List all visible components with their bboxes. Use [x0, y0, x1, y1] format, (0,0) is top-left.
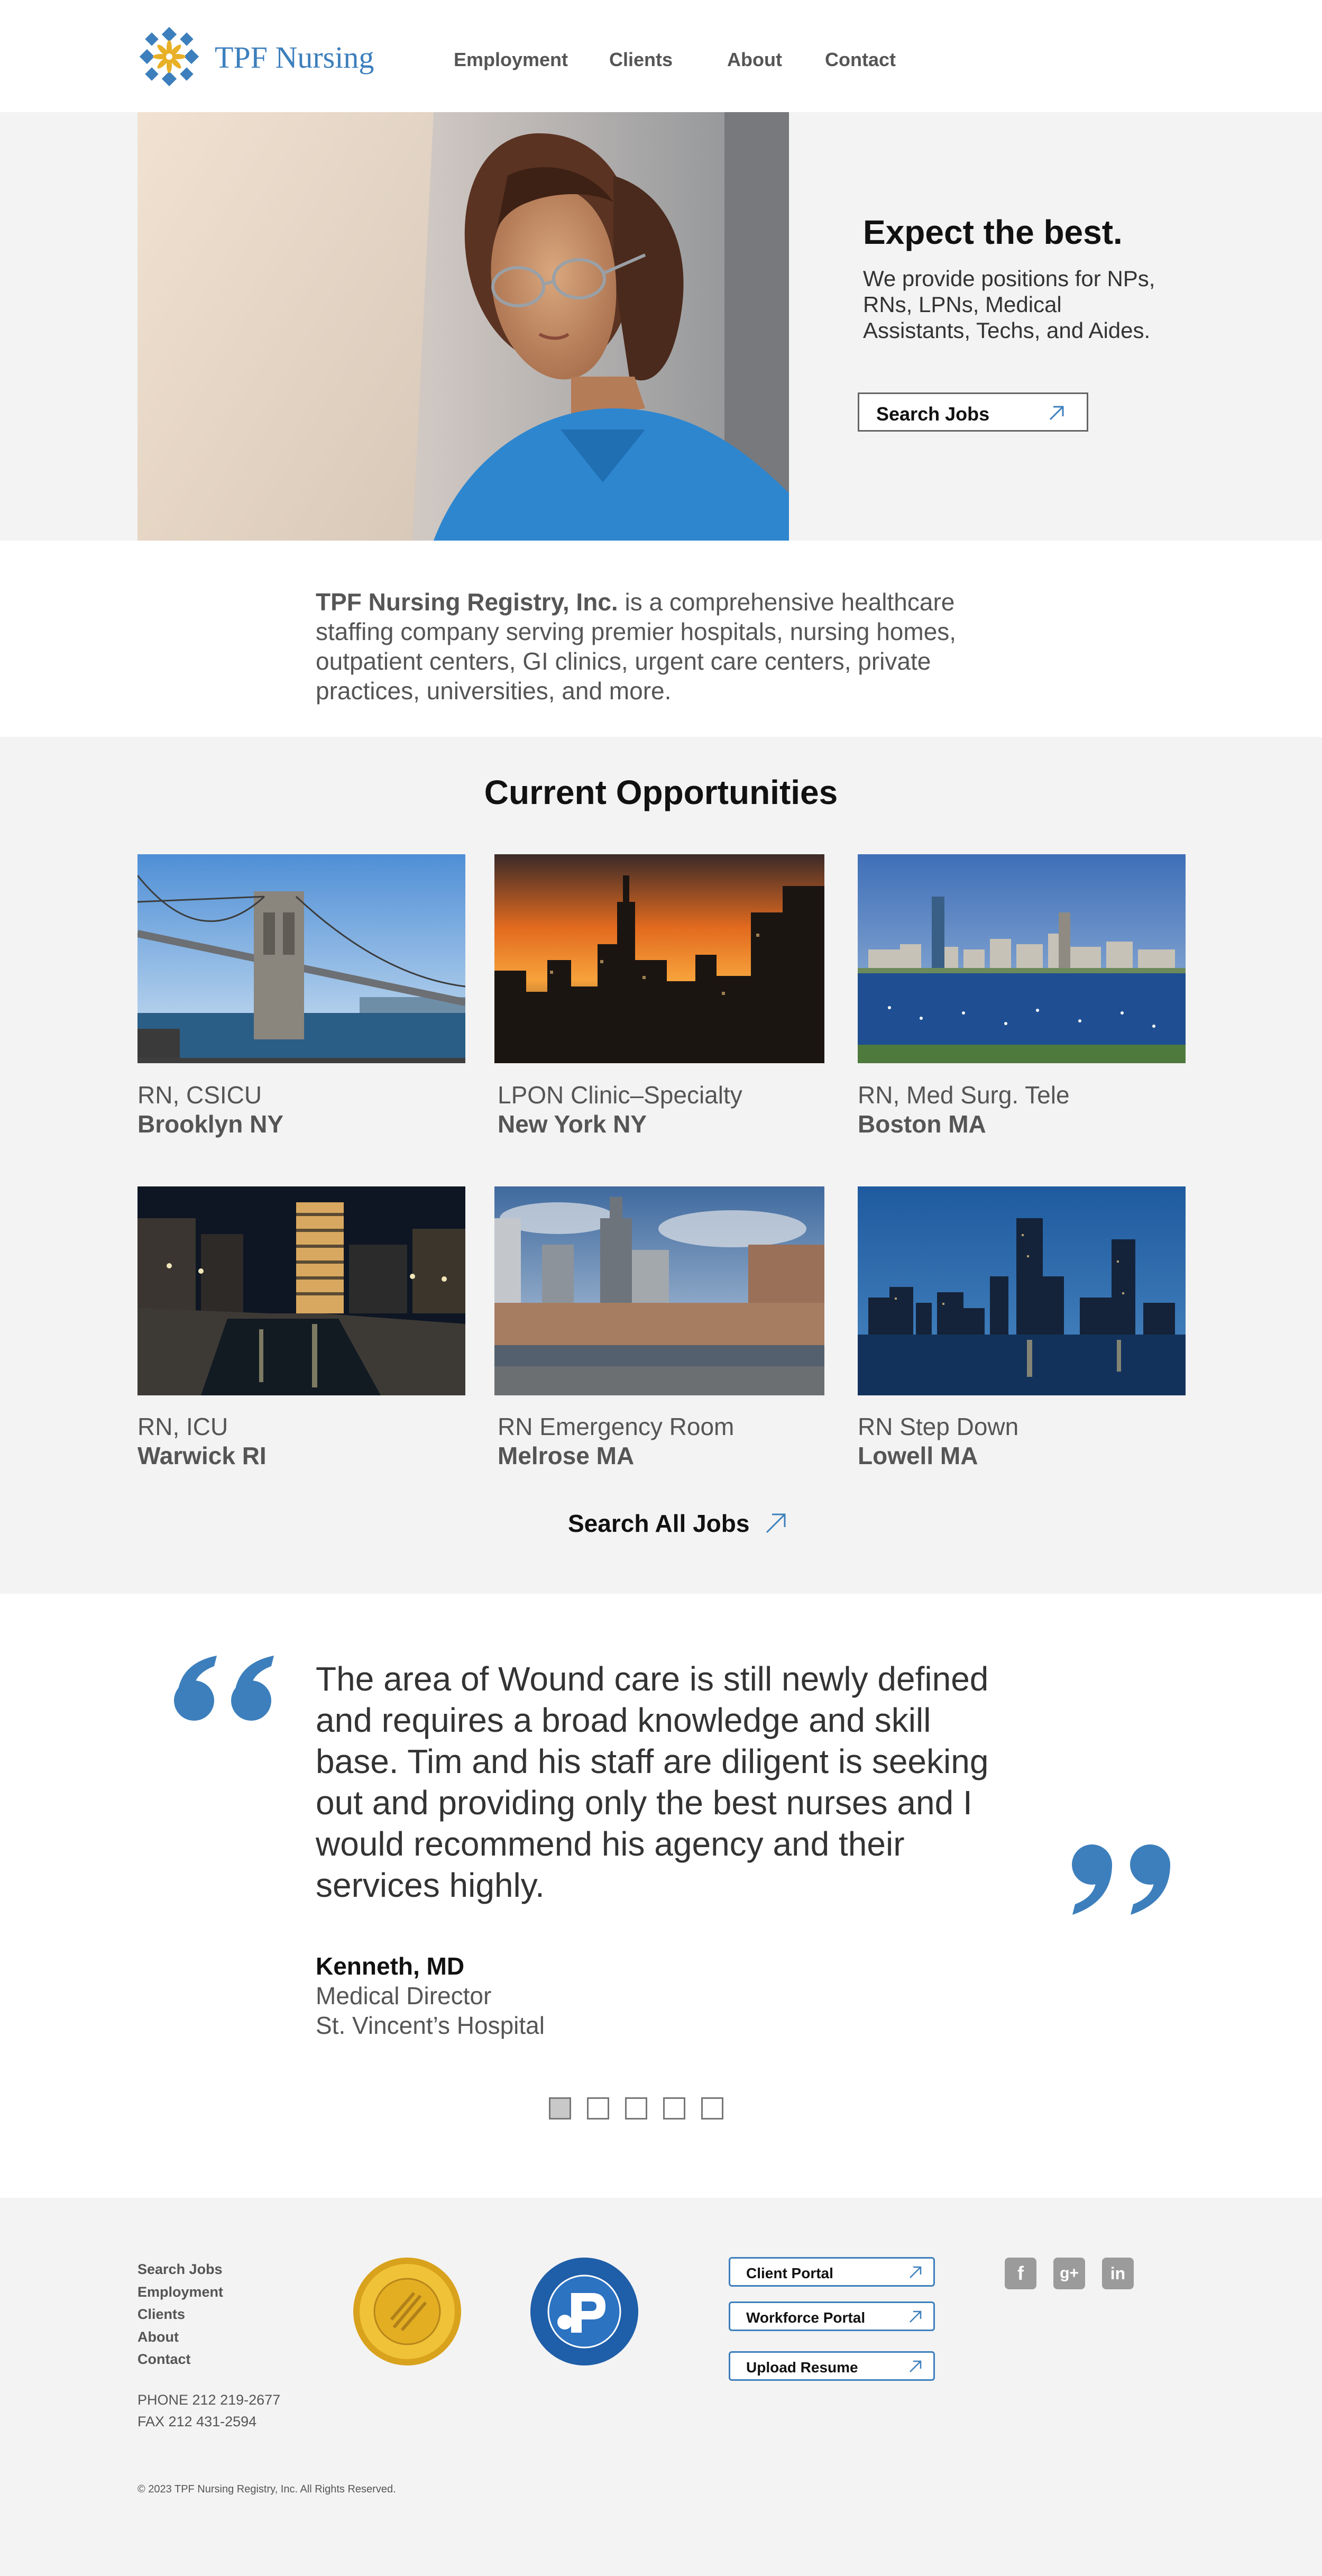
carousel-dot-1[interactable]	[549, 2097, 571, 2120]
opportunity-location-2: New York NY	[498, 1110, 647, 1138]
client-portal-button[interactable]	[729, 2257, 935, 2287]
opportunity-location-5: Melrose MA	[498, 1442, 635, 1469]
hero-description: We provide positions for NPs, RNs, LPNs, Medical Assistants, Techs, and Aides.	[863, 266, 1155, 343]
workforce-portal-button[interactable]	[729, 2301, 935, 2331]
opportunity-image-warwick[interactable]	[137, 1186, 465, 1395]
opportunity-title-2[interactable]: LPON Clinic–Specialty	[498, 1081, 742, 1109]
carousel-dot-3[interactable]	[625, 2097, 647, 2120]
copyright-text: © 2023 TPF Nursing Registry, Inc. All Rights Reserved.	[137, 2483, 396, 2495]
search-all-jobs-link[interactable]	[568, 1509, 749, 1538]
intro-paragraph	[316, 587, 1019, 706]
opportunities-section	[0, 737, 1322, 1594]
opportunities-title: Current Opportunities	[484, 773, 838, 811]
search-jobs-label: Search Jobs	[876, 403, 990, 425]
footer-link-contact[interactable]: Contact	[137, 2351, 191, 2367]
open-quote-icon	[172, 1650, 278, 1732]
carousel-dot-2[interactable]	[587, 2097, 609, 2120]
client-portal-label: Client Portal	[746, 2265, 833, 2281]
logo[interactable]	[137, 26, 374, 87]
nav-clients[interactable]: Clients	[609, 49, 673, 70]
nav-contact[interactable]: Contact	[825, 49, 896, 70]
partners-in-preparedness-badge	[529, 2256, 640, 2370]
footer-link-search-jobs[interactable]: Search Jobs	[137, 2261, 223, 2277]
opportunity-location-3: Boston MA	[858, 1110, 986, 1138]
opportunity-image-new-york[interactable]	[494, 854, 824, 1063]
footer-link-employment[interactable]: Employment	[137, 2284, 224, 2300]
testimonial-quote: The area of Wound care is still newly defined and requires a broad knowledge and skill base. Tim and his staff are diligent is seeking out and providing only the best nurses and I would recommend his agency and their services highly.	[316, 1660, 989, 1904]
carousel-dot-4[interactable]	[663, 2097, 685, 2120]
opportunity-image-boston[interactable]	[858, 854, 1186, 1063]
opportunity-title-4[interactable]: RN, ICU	[137, 1413, 228, 1440]
footer-link-clients[interactable]: Clients	[137, 2306, 186, 2322]
joint-commission-badge	[352, 2256, 463, 2370]
arrow-up-right-icon	[908, 2309, 923, 2324]
testimonial-name: Kenneth, MD	[316, 1952, 465, 1980]
hero-section	[0, 112, 1322, 541]
arrow-up-right-icon	[764, 1511, 788, 1536]
opportunity-location-1: Brooklyn NY	[137, 1110, 284, 1138]
footer-phone: PHONE 212 219-2677	[137, 2392, 281, 2408]
arrow-up-right-icon	[1047, 404, 1066, 423]
testimonial-role: Medical Director	[316, 1982, 492, 2009]
logo-star-icon	[137, 26, 201, 87]
arrow-up-right-icon	[908, 2265, 923, 2280]
opportunity-image-brooklyn[interactable]	[137, 854, 465, 1063]
search-all-jobs-label: Search All Jobs	[568, 1510, 750, 1537]
opportunity-location-4: Warwick RI	[137, 1442, 267, 1469]
nav-about[interactable]: About	[727, 49, 782, 70]
close-quote-icon	[1068, 1841, 1174, 1923]
opportunity-title-5[interactable]: RN Emergency Room	[498, 1413, 735, 1440]
opportunity-image-lowell[interactable]	[858, 1186, 1186, 1395]
opportunity-title-3[interactable]: RN, Med Surg. Tele	[858, 1081, 1070, 1109]
upload-resume-label: Upload Resume	[746, 2359, 858, 2376]
intro-company-name: TPF Nursing Registry, Inc.	[316, 588, 618, 616]
testimonial-organization: St. Vincent’s Hospital	[316, 2012, 545, 2039]
search-jobs-button[interactable]	[858, 392, 1088, 432]
hero-nurse-photo	[137, 112, 789, 541]
carousel-dot-5[interactable]	[701, 2097, 723, 2120]
opportunity-location-6: Lowell MA	[858, 1442, 978, 1469]
upload-resume-button[interactable]	[729, 2351, 935, 2381]
arrow-up-right-icon	[908, 2359, 923, 2374]
footer-link-about[interactable]: About	[137, 2329, 179, 2345]
opportunity-image-melrose[interactable]	[494, 1186, 824, 1395]
site-footer	[0, 2198, 1322, 2576]
hero-title: Expect the best.	[863, 213, 1123, 251]
nav-employment[interactable]: Employment	[454, 49, 568, 70]
logo-text: TPF Nursing	[215, 40, 374, 75]
site-header	[0, 0, 1322, 112]
facebook-icon[interactable]: f	[1005, 2258, 1036, 2289]
opportunity-title-6[interactable]: RN Step Down	[858, 1413, 1019, 1440]
footer-fax: FAX 212 431-2594	[137, 2414, 257, 2429]
intro-text: is a comprehensive healthcare staffing company serving premier hospitals, nursing homes, outpatient centers, GI clinics, urgent care centers, private practices, universities, and more.	[316, 588, 957, 705]
linkedin-icon[interactable]: in	[1102, 2258, 1134, 2289]
workforce-portal-label: Workforce Portal	[746, 2309, 866, 2326]
google-plus-icon[interactable]: g+	[1053, 2258, 1085, 2289]
opportunity-title-1[interactable]: RN, CSICU	[137, 1081, 262, 1109]
